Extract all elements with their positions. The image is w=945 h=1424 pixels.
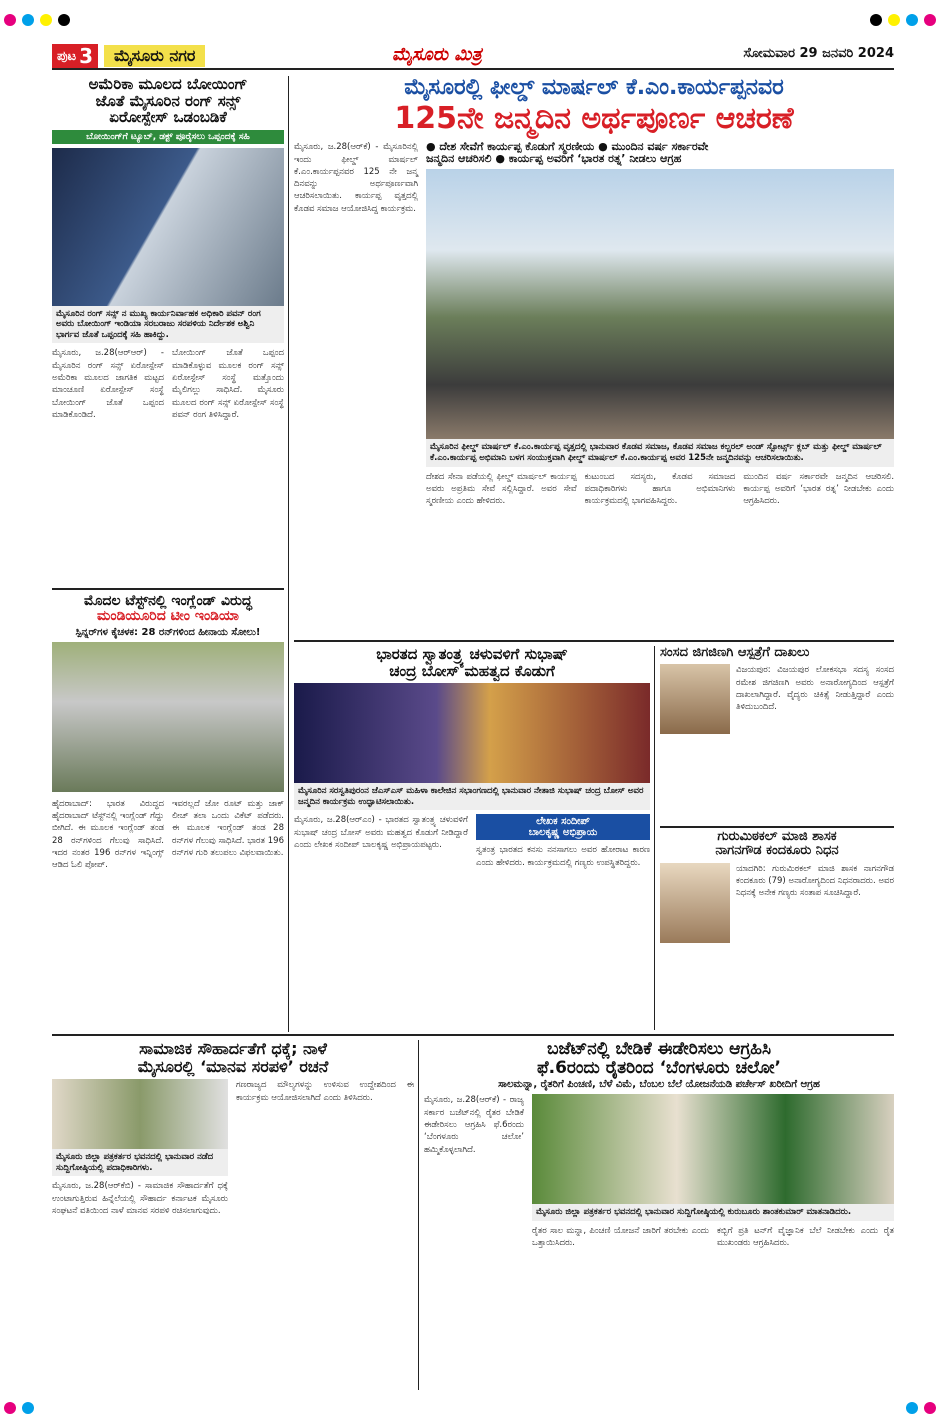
farmers-article [424,1040,894,1390]
boeing-headline-line2: ಜೊತೆ ಮೈಸೂರಿನ ರಂಗ್ ಸನ್ಸ್ [95,91,241,110]
mp-photo [660,664,730,734]
cyan-dot [906,14,918,26]
column-divider [418,1040,419,1390]
page-label: ಪುಟ [57,48,77,64]
registration-marks [0,10,945,40]
cariappa-body-left [294,141,418,466]
divider [52,1034,894,1036]
boeing-strap: ಬೋಯಿಂಗ್‌ಗೆ ಟ್ಯೂಬ್, ಡಕ್ಟ್ ಪೂರೈಸಲು ಒಪ್ಪಂದಕ್ಕೆ ಸಹಿ [52,130,284,144]
farmers-body-col2: ರೈತರ ಸಾಲ ಮನ್ನಾ, ಪಿಂಚಣಿ ಯೋಜನೆ ಜಾರಿಗೆ ತರಬೇಕು ಎಂದು ಒತ್ತಾಯಿಸಿದರು. [532,1226,709,1249]
cricket-body [52,798,284,872]
cricket-photo [52,642,284,792]
mla-headline-line1: ಗುರುಮಿಠಕಲ್ ಮಾಜಿ ಶಾಸಕ [717,830,837,844]
registration-marks-bottom [0,1400,945,1420]
cariappa-photo [426,169,894,439]
magenta-dot [924,1402,936,1414]
black-dot [870,14,882,26]
divider [294,640,894,642]
boeing-caption: ಮೈಸೂರಿನ ರಂಗ್ ಸನ್ಸ್ ನ ಮುಖ್ಯ ಕಾರ್ಯನಿರ್ವಾಹಕ ಅಧಿಕಾರಿ ಪವನ್ ರಂಗ ಅವರು ಬೋಯಿಂಗ್ ಇಂಡಿಯಾ ಸರಬರಾಜು ಸರಪಳಿಯ ನಿರ್ದೇಶಕ ಅಶ್ವಿನಿ ಭಾರ್ಗವ ಜೊತೆ ಒಪ್ಪಂದಕ್ಕೆ ಸಹಿ ಹಾಕಿದ್ದು. [52,306,284,344]
cariappa-subhead-2: ಜನ್ಮದಿನ ಆಚರಿಸಲಿ ● ಕಾರ್ಯಪ್ಪ ಅವರಿಗೆ ‘ಭಾರತ ರತ್ನ’ ನೀಡಲು ಆಗ್ರಹ [426,152,682,166]
farmers-headline-line1: ಬಜೆಟ್‌ನಲ್ಲಿ ಬೇಡಿಕೆ ಈಡೇರಿಸಲು ಆಗ್ರಹಿಸಿ [547,1040,771,1059]
subhash-body-col2: ಸ್ವತಂತ್ರ ಭಾರತದ ಕನಸು ನನಸಾಗಲು ಅವರ ಹೋರಾಟ ಕಾರಣ ಎಂದು ಹೇಳಿದರು. ಕಾರ್ಯಕ್ರಮದಲ್ಲಿ ಗಣ್ಯರು ಉಪಸ್ಥಿತರಿದ್ದರು. [476,845,650,868]
cariappa-body-bottom [294,471,894,508]
black-dot [58,14,70,26]
harmony-body-col2: ಗಣರಾಜ್ಯದ ಮೌಲ್ಯಗಳನ್ನು ಉಳಿಸುವ ಉದ್ದೇಶದಿಂದ ಈ ಕಾರ್ಯಕ್ರಮ ಆಯೋಜಿಸಲಾಗಿದೆ ಎಂದು ತಿಳಿಸಿದರು. [236,1080,414,1103]
boeing-headline-line3: ಏರೋಸ್ಪೇಸ್ ಒಡಂಬಡಿಕೆ [109,108,227,126]
boeing-body-col1: ಮೈಸೂರು, ಜ.28(ಆರ್‌ಆರ್) - ಮೈಸೂರಿನ ರಂಗ್ ಸನ್ಸ್ ಏರೋಸ್ಪೇಸ್ ಅಮೆರಿಕಾ ಮೂಲದ ಜಾಗತಿಕ ಮಟ್ಟದ ಮಾಂಚೂಣಿ ಏರೋಸ್ಪೇಸ್ ಸಂಸ್ಥೆ ಬೋಯಿಂಗ್ ಜೊತೆ ಒಪ್ಪಂದ ಮಾಡಿಕೊಂಡಿದೆ. [52,348,164,420]
cyan-dot [906,1402,918,1414]
harmony-photo [52,1079,228,1149]
cariappa-caption: ಮೈಸೂರಿನ ಫೀಲ್ಡ್ ಮಾರ್ಷಲ್ ಕೆ.ಎಂ.ಕಾರ್ಯಪ್ಪ ವೃತ್ತದಲ್ಲಿ ಭಾನುವಾರ ಕೊಡವ ಸಮಾಜ, ಕೊಡವ ಸಮಾಜ ಕಲ್ಚರಲ್ ಅಂಡ್ ಸ್ಪೋರ್ಟ್ಸ್ ಕ್ಲಬ್ ಮತ್ತು ಫೀಲ್ಡ್ ಮಾರ್ಷಲ್ ಕೆ.ಎಂ.ಕಾರ್ಯಪ್ಪ ಅಭಿಮಾನಿ ಬಳಗ ಸಂಯುಕ್ತವಾಗಿ ಫೀಲ್ಡ್ ಮಾರ್ಷಲ್ ಕೆ.ಎಂ.ಕಾರ್ಯಪ್ಪ ಅವರ 125ನೇ ಜನ್ಮದಿನವನ್ನು ಆಚರಿಸಲಾಯಿತು. [426,439,894,466]
mla-headline [660,830,894,859]
subhash-headline-line2: ಚಂದ್ರ ಬೋಸ್ ಮಹತ್ವದ ಕೊಡುಗೆ [389,661,555,680]
cariappa-body-col4: ಮುಂದಿನ ವರ್ಷ ಸರ್ಕಾರವೇ ಜನ್ಮದಿನ ಆಚರಿಸಲಿ. ಕಾರ್ಯಪ್ಪ ಅವರಿಗೆ ‘ಭಾರತ ರತ್ನ’ ನೀಡಬೇಕು ಎಂದು ಆಗ್ರಹಿಸಿದರು. [743,471,894,507]
column-divider [288,76,289,1032]
magenta-dot [924,14,936,26]
divider [660,826,894,828]
farmers-headline-line2: ಫೆ.6ರಂದು ರೈತರಿಂದ ‘ಬೆಂಗಳೂರು ಚಲೋ’ [537,1057,781,1078]
cariappa-right [426,141,894,466]
boeing-headline-line1: ಅಮೆರಿಕಾ ಮೂಲದ ಬೋಯಿಂಗ್ [88,76,248,93]
farmers-caption: ಮೈಸೂರು ಜಿಲ್ಲಾ ಪತ್ರಕರ್ತರ ಭವನದಲ್ಲಿ ಭಾನುವಾರ ಸುದ್ದಿಗೋಷ್ಠಿಯಲ್ಲಿ ಕುರುಬೂರು ಶಾಂತಕುಮಾರ್ ಮಾತನಾಡಿದರು. [532,1204,894,1221]
boeing-body-col2: ಬೋಯಿಂಗ್ ಜೊತೆ ಒಪ್ಪಂದ ಮಾಡಿಕೊಳ್ಳುವ ಮೂಲಕ ರಂಗ್ ಸನ್ಸ್ ಏರೋಸ್ಪೇಸ್ ಸಂಸ್ಥೆ ಮತ್ತೊಂದು ಮೈಲಿಗಲ್ಲು ಸಾಧಿಸಿದೆ. ಮೈಸೂರು ಮೂಲದ ರಂಗ್ ಸನ್ಸ್ ಏರೋಸ್ಪೇಸ್ ಸಂಸ್ಥೆ ಪವನ್ ರಂಗ ತಿಳಿಸಿದ್ದಾರೆ. [172,348,284,420]
cricket-headline-line2: ಮಂಡಿಯೂರಿದ ಟೀಂ ಇಂಡಿಯಾ [97,608,239,625]
cricket-body-col1: ಹೈದರಾಬಾದ್: ಭಾರತ ವಿರುದ್ಧದ ಹೈದರಾಬಾದ್ ಟೆಸ್ಟ್‌ನಲ್ಲಿ ಇಂಗ್ಲೆಂಡ್ ಗೆದ್ದು ಬೀಗಿದೆ. ಈ ಮೂಲಕ ಇಂಗ್ಲೆಂಡ್ ತಂಡ 28 ರನ್‌ಗಳಿಂದ ಗೆಲುವು ಸಾಧಿಸಿದೆ. ಇದರ ನಂತರ 196 ರನ್‌ಗಳ ಇನ್ನಿಂಗ್ಸ್ ಆಡಿದ ಓಲಿ ಪೋಪ್. [52,798,164,871]
masthead [52,42,894,70]
yellow-dot [888,14,900,26]
cricket-body-col2: ಇವರಲ್ಲದೆ ಜೋ ರೂಟ್ ಮತ್ತು ಜಾಕ್ ಲೀಚ್ ತಲಾ ಒಂದು ವಿಕೆಟ್ ಪಡೆದರು. ಈ ಮೂಲಕ ಇಂಗ್ಲೆಂಡ್ ತಂಡ 28 ರನ್‌ಗಳ ಗೆಲುವು ಸಾಧಿಸಿದೆ. ಭಾರತ 196 ರನ್‌ಗಳ ಗುರಿ ತಲುಪಲು ವಿಫಲವಾಯಿತು. [172,798,284,859]
author-tag-line1: ಲೇಖಕ ಸಂದೀಪ್ [536,816,590,828]
cricket-subheadline: ಸ್ಪಿನ್ನರ್‌ಗಳ ಕೈಚಳಕ: 28 ರನ್‌ಗಳಿಂದ ಹೀನಾಯ ಸೋಲು! [75,626,261,638]
yellow-dot [40,14,52,26]
farmers-body-col1: ಮೈಸೂರು, ಜ.28(ಆರ್‌ಕೆ) - ರಾಜ್ಯ ಸರ್ಕಾರ ಬಜೆಟ್‌ನಲ್ಲಿ ರೈತರ ಬೇಡಿಕೆ ಈಡೇರಿಸಲು ಆಗ್ರಹಿಸಿ ಫೆ.6ರಂದು ‘ಬೆಂಗಳೂರು ಚಲೋ’ ಹಮ್ಮಿಕೊಳ್ಳಲಾಗಿದೆ. [424,1095,524,1155]
page-number-box [52,44,98,68]
cariappa-article [294,76,894,636]
cricket-headline [52,594,284,625]
farmers-subheadline: ಸಾಲಮನ್ನಾ, ರೈತರಿಗೆ ಪಿಂಚಣಿ, ಬೆಳೆ ವಿಮೆ, ಬೆಂಬಲ ಬೆಲೆ ಯೋಜನೆಯಡಿ ಪರ್ಚೇಸ್ ಖರೀದಿಗೆ ಆಗ್ರಹ [498,1079,820,1091]
cariappa-subhead-1: ● ದೇಶ ಸೇವೆಗೆ ಕಾರ್ಯಪ್ಪ ಕೊಡುಗೆ ಸ್ಮರಣೀಯ ● ಮುಂದಿನ ವರ್ಷ ಸರ್ಕಾರವೇ [426,140,709,154]
magenta-dot [4,14,16,26]
boeing-body [52,347,284,421]
mla-article [660,830,894,1030]
subhash-photo [294,683,650,783]
harmony-article [52,1040,414,1390]
mp-article [660,646,894,824]
subhash-headline [294,646,650,679]
column-divider [654,646,655,1030]
mla-body: ಯಾದಗಿರಿ: ಗುರುಮಿಠಕಲ್ ಮಾಜಿ ಶಾಸಕ ನಾಗನಗೌಡ ಕಂದಕೂರು (79) ಅನಾರೋಗ್ಯದಿಂದ ನಿಧನರಾದರು. ಅವರ ನಿಧನಕ್ಕೆ ಅನೇಕ ಗಣ್ಯರು ಸಂತಾಪ ಸೂಚಿಸಿದ್ದಾರೆ. [736,863,894,899]
subhash-caption: ಮೈಸೂರಿನ ಸರಸ್ವತಿಪುರಂನ ಜೆಎಸ್‌ಎಸ್ ಮಹಿಳಾ ಕಾಲೇಜಿನ ಸಭಾಂಗಣದಲ್ಲಿ ಭಾನುವಾರ ನೇತಾಜಿ ಸುಭಾಷ್ ಚಂದ್ರ ಬೋಸ್ ಅವರ ಜನ್ಮದಿನ ಕಾರ್ಯಕ್ರಮ ಉದ್ಘಾಟಿಸಲಾಯಿತು. [294,783,650,810]
harmony-body-col1: ಮೈಸೂರು, ಜ.28(ಆರ್‌ಕೆಬಿ) - ಸಾಮಾಜಿಕ ಸೌಹಾರ್ದತೆಗೆ ಧಕ್ಕೆ ಉಂಟಾಗುತ್ತಿರುವ ಹಿನ್ನೆಲೆಯಲ್ಲಿ ಸೌಹಾರ್ದ ಕರ್ನಾಟಕ ಮೈಸೂರು ಸಂಘಟನೆ ವತಿಯಿಂದ ನಾಳೆ ಮಾನವ ಸರಪಳಿ ರಚಿಸಲಾಗುವುದು. [52,1181,228,1217]
cyan-dot [22,14,34,26]
harmony-headline-line2: ಮೈಸೂರಲ್ಲಿ ‘ಮಾನವ ಸರಪಳಿ’ ರಚನೆ [137,1056,329,1076]
mp-headline: ಸಂಸದ ಜಿಗಜಿಣಗಿ ಆಸ್ಪತ್ರೆಗೆ ದಾಖಲು [660,646,810,660]
subhash-body-col1: ಮೈಸೂರು, ಜ.28(ಆರ್‌ಎಂ) - ಭಾರತದ ಸ್ವಾತಂತ್ರ್ಯ ಚಳುವಳಿಗೆ ಸುಭಾಷ್ ಚಂದ್ರ ಬೋಸ್ ಅವರು ಮಹತ್ವದ ಕೊಡುಗೆ ನೀಡಿದ್ದಾರೆ ಎಂದು ಲೇಖಕ ಸಂದೀಪ್ ಬಾಲಕೃಷ್ಣ ಅಭಿಪ್ರಾಯಪಟ್ಟರು. [294,815,468,850]
paper-name: ಮೈಸೂರು ಮಿತ್ರ [392,44,482,65]
author-tag-line2: ಬಾಲಕೃಷ್ಣ ಅಭಿಪ್ರಾಯ [528,827,598,839]
subhash-headline-line1: ಭಾರತದ ಸ್ವಾತಂತ್ರ್ಯ ಚಳುವಳಿಗೆ ಸುಭಾಷ್ [376,646,568,663]
harmony-headline [52,1040,414,1075]
author-tag [476,814,650,840]
page-number: 3 [79,44,93,68]
cariappa-body-col3: ಕುಟುಂಬದ ಸದಸ್ಯರು, ಕೊಡವ ಸಮಾಜದ ಪದಾಧಿಕಾರಿಗಳು ಹಾಗೂ ಅಭಿಮಾನಿಗಳು ಕಾರ್ಯಕ್ರಮದಲ್ಲಿ ಭಾಗವಹಿಸಿದ್ದರು. [584,471,736,507]
farmers-photo [532,1094,894,1204]
harmony-caption: ಮೈಸೂರು ಜಿಲ್ಲಾ ಪತ್ರಕರ್ತರ ಭವನದಲ್ಲಿ ಭಾನುವಾರ ನಡೆದ ಸುದ್ದಿಗೋಷ್ಠಿಯಲ್ಲಿ ಪದಾಧಿಕಾರಿಗಳು. [52,1149,228,1176]
boeing-headline [52,76,284,126]
cariappa-body-col2: ದೇಶದ ಸೇನಾ ಪಡೆಯಲ್ಲಿ ಫೀಲ್ಡ್ ಮಾರ್ಷಲ್ ಕಾರ್ಯಪ್ಪ ಅವರು ಅಪ್ರತಿಮ ಸೇವೆ ಸಲ್ಲಿಸಿದ್ದಾರೆ. ಅವರ ಸೇವೆ ಸ್ಮರಣೀಯ ಎಂದು ಹೇಳಿದರು. [426,471,577,507]
harmony-headline-line1: ಸಾಮಾಜಿಕ ಸೌಹಾರ್ದತೆಗೆ ಧಕ್ಕೆ; ನಾಳೆ [139,1040,327,1058]
cricket-article [52,594,284,1030]
issue-date: ಸೋಮವಾರ 29 ಜನವರಿ 2024 [743,46,894,61]
cricket-headline-line1: ಮೊದಲ ಟೆಸ್ಟ್‌ನಲ್ಲಿ ಇಂಗ್ಲೆಂಡ್ ವಿರುದ್ಧ [83,594,253,609]
section-title: ಮೈಸೂರು ನಗರ [104,45,205,67]
boeing-photo [52,148,284,306]
magenta-dot [4,1402,16,1414]
subhash-article [294,646,650,1030]
cariappa-body-col1: ಮೈಸೂರು, ಜ.28(ಆರ್‌ಕೆ) - ಮೈಸೂರಿನಲ್ಲಿ ಇಂದು ಫೀಲ್ಡ್ ಮಾರ್ಷಲ್ ಕೆ.ಎಂ.ಕಾರ್ಯಪ್ಪನವರ 125 ನೇ ಜನ್ಮ ದಿನವನ್ನು ಅರ್ಥಪೂರ್ಣವಾಗಿ ಆಚರಿಸಲಾಯಿತು. ಕಾರ್ಯಪ್ಪ ವೃತ್ತದಲ್ಲಿ ಕೊಡವ ಸಮಾಜ ಆಯೋಜಿಸಿದ್ದ ಕಾರ್ಯಕ್ರಮ. [294,142,418,214]
farmers-headline [424,1040,894,1077]
cariappa-headline-line1: ಮೈಸೂರಲ್ಲಿ ಫೀಲ್ಡ್ ಮಾರ್ಷಲ್ ಕೆ.ಎಂ.ಕಾರ್ಯಪ್ಪನವರ [404,76,784,100]
cyan-dot [22,1402,34,1414]
cariappa-headline-line2: 125ನೇ ಜನ್ಮದಿನ ಅರ್ಥಪೂರ್ಣ ಆಚರಣೆ [394,101,794,137]
mp-body: ವಿಜಯಪುರ: ವಿಜಯಪುರ ಲೋಕಸಭಾ ಸದಸ್ಯ ಸಂಸದ ರಮೇಶ ಜಿಗಜಿಣಗಿ ಅವರು ಅನಾರೋಗ್ಯದಿಂದ ಆಸ್ಪತ್ರೆಗೆ ದಾಖಲಾಗಿದ್ದಾರೆ. ವೈದ್ಯರು ಚಿಕಿತ್ಸೆ ನೀಡುತ್ತಿದ್ದಾರೆ ಎಂದು ತಿಳಿದುಬಂದಿದೆ. [736,665,894,713]
boeing-article [52,76,284,586]
farmers-body-col3: ಕಬ್ಬಿಗೆ ಪ್ರತಿ ಟನ್‌ಗೆ ವೈಜ್ಞಾನಿಕ ಬೆಲೆ ನೀಡಬೇಕು ಎಂದು ರೈತ ಮುಖಂಡರು ಆಗ್ರಹಿಸಿದರು. [717,1226,894,1249]
mla-headline-line2: ನಾಗನಗೌಡ ಕಂದಕೂರು ನಿಧನ [715,843,839,859]
mla-photo [660,863,730,943]
divider [52,588,284,590]
